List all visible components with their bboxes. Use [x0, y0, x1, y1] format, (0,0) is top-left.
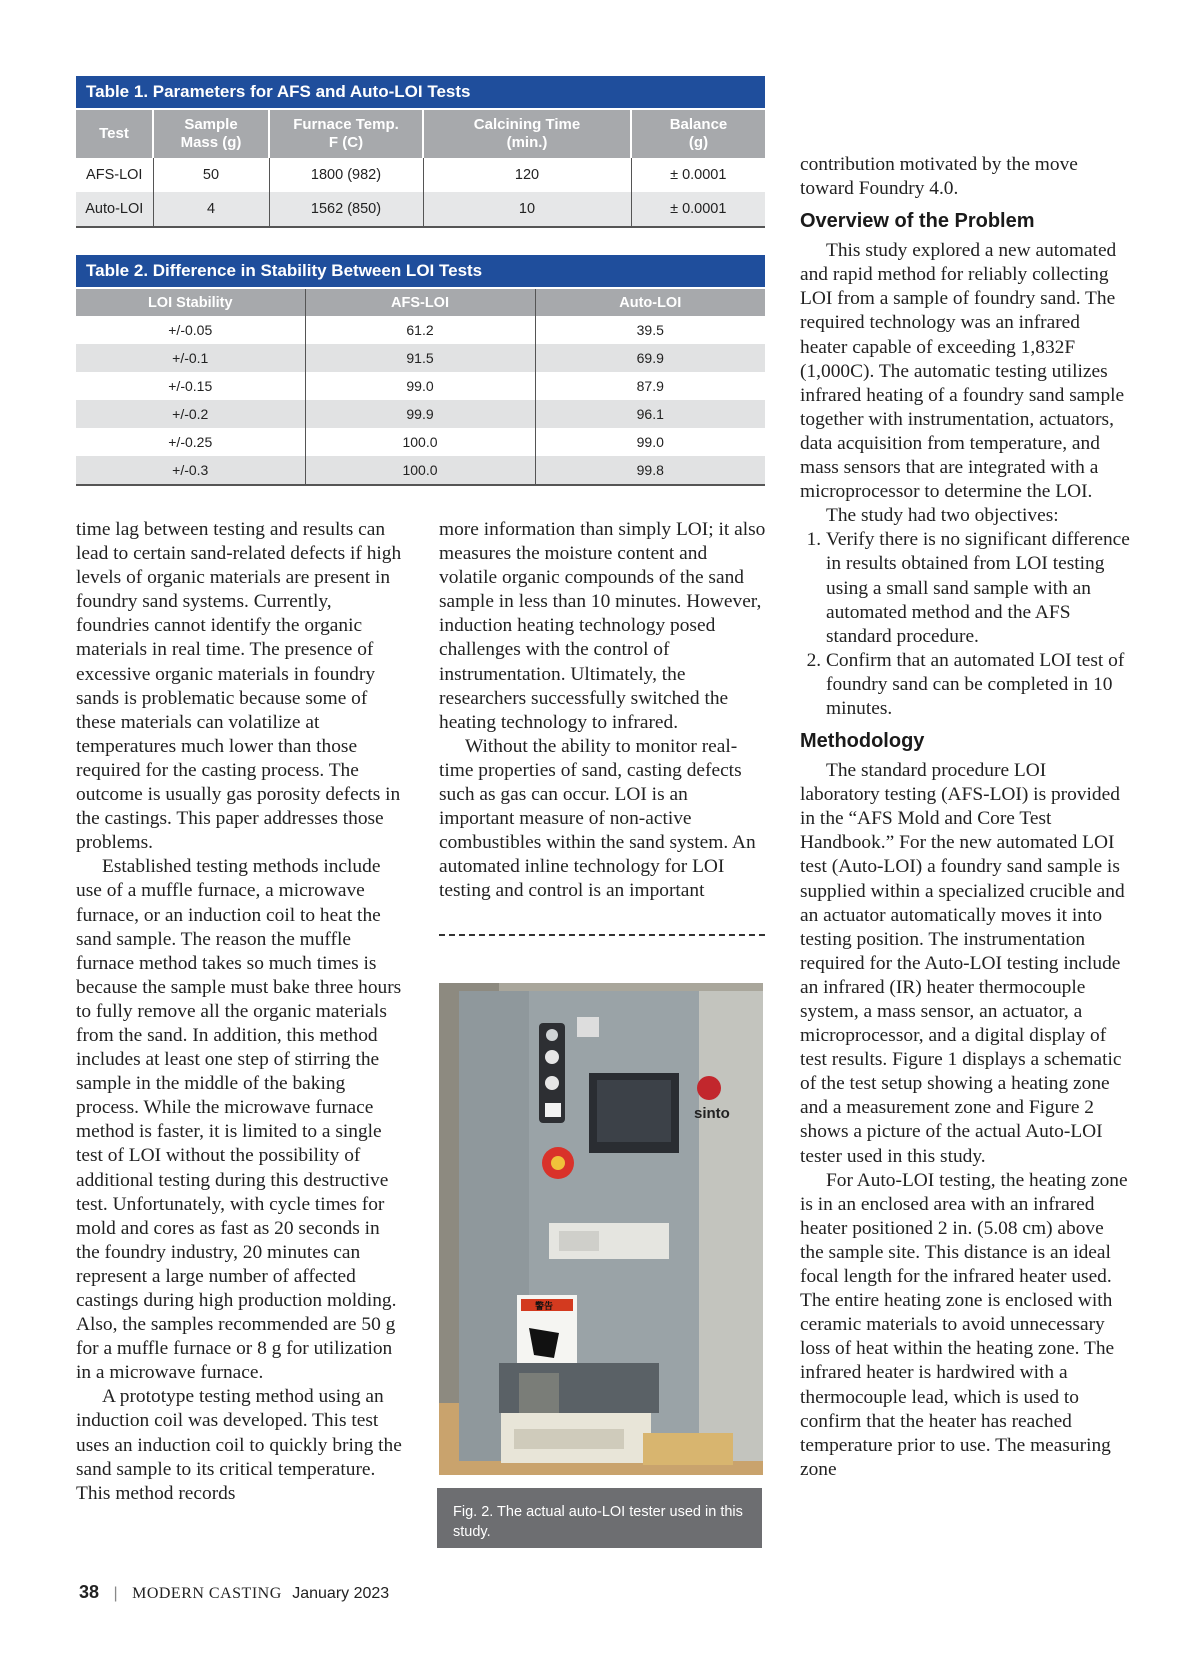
- header-text: Balance (g): [669, 116, 728, 151]
- table-cell: +/-0.15: [76, 372, 305, 400]
- page-footer: [79, 1582, 389, 1603]
- table-cell: 39.5: [636, 322, 664, 338]
- table-1-title: Table 1. Parameters for AFS and Auto-LOI Tests: [76, 76, 765, 110]
- table-cell: 99.8: [535, 456, 765, 485]
- paragraph: Established testing methods include use of a muffle furnace, a microwave furnace, or an induction coil to heat the sand sample. The reason the muffle furnace method takes so much times is because the sample must bake three hours to fully remove all the organic materials from the sand. In addition, this method includes at least one step of stirring the sample in the middle of the baking process. While the microwave furnace method is faster, it is limited to a single test of LOI without the possibility of additional testing during this destructive test. Unfortunately, with cycle times for mold and cores as fast as 20 seconds in the foundry industry, 20 minutes can represent a large number of affected castings during high production molding. Also, the samples recommended are 50 g for a muffle furnace or 8 g for utilization in a microwave furnace.: [76, 856, 402, 1384]
- table-row: [76, 428, 765, 456]
- table-cell: +/-0.05: [76, 316, 305, 344]
- list-item: 2. Confirm that an automated LOI test of foundry sand can be completed in 10 minutes.: [826, 649, 1130, 721]
- table-row: [76, 344, 765, 372]
- paragraph: more information than simply LOI; it also measures the moisture content and volatile organic compounds of the sand sample in less than 10 minutes. However, induction heating technology posed challenges with the control of instrumentation. Ultimately, the researchers successfully switched the heating technology to infrared.: [439, 519, 766, 733]
- table-cell: 91.5: [305, 344, 535, 372]
- warning-label-text: 警告: [535, 1302, 554, 1312]
- paragraph: The standard procedure LOI laboratory testing (AFS-LOI) is provided in the “AFS Mold and Core Test Handbook.” For the new automated LOI test (Auto-LOI) a foundry sand sample is supplied within a specialized crucible and an actuator automatically moves it into testing position. The instrumentation required for the Auto-LOI testing include an infrared (IR) heater thermocouple system, a mass sensor, an actuator, a microprocessor, and a digital display of test results. Figure 1 displays a schematic of the test setup showing a heating zone and a measurement zone and Figure 2 shows a picture of the actual Auto-LOI tester used in this study.: [800, 760, 1125, 1167]
- table-1-header-row: [76, 110, 765, 158]
- table-cell: +/-0.1: [76, 344, 305, 372]
- table-cell: 1562 (850): [269, 192, 423, 227]
- table-cell: 100.0: [305, 456, 535, 485]
- paragraph: time lag between testing and results can lead to certain sand-related defects if high levels of organic materials are present in foundry sand systems. Currently, foundries cannot identify the organic materials in real time. The presence of excessive organic materials in foundry sands is problematic because some of these materials can volatilize at temperatures much lower than those required for the casting process. The outcome is usually gas porosity defects in the castings. This paper addresses those problems.: [76, 519, 402, 854]
- table-2-header: LOI Stability: [76, 289, 305, 316]
- table-cell: Auto-LOI: [76, 192, 153, 227]
- magazine-name: MODERN CASTING: [132, 1585, 282, 1602]
- page-number: 38: [79, 1582, 100, 1602]
- table-1-header: [631, 110, 765, 158]
- objectives-list: [800, 528, 1130, 721]
- table-1: [76, 76, 765, 228]
- table-1-header: [423, 110, 631, 158]
- paragraph: A prototype testing method using an induction coil was developed. This test uses an induction coil to quickly bring the sand sample to its critical temperature. This method records: [76, 1386, 402, 1504]
- header-text: Calcining Time (min.): [473, 116, 581, 151]
- table-cell: 99.9: [305, 400, 535, 428]
- figure-2-caption: Fig. 2. The actual auto-LOI tester used in this study.: [437, 1488, 762, 1548]
- header-text: Sample Mass (g): [180, 116, 242, 151]
- paragraph: This study explored a new automated and rapid method for reliably collecting LOI from a sample of foundry sand. The required technology was an infrared heater capable of exceeding 1,832F (1,000C). The automatic testing utilizes infrared heating of a foundry sand sample together with instrumentation, actuators, data acquisition from temperature, and mass sensors that are integrated with a microprocessor to determine the LOI.: [800, 240, 1125, 503]
- dashed-divider: [439, 934, 765, 936]
- table-cell: 120: [423, 158, 631, 192]
- table-cell: +/-0.25: [76, 428, 305, 456]
- table-row: [76, 192, 765, 227]
- column-2: [439, 518, 767, 904]
- table-cell: 69.9: [535, 344, 765, 372]
- table-cell: 10: [423, 192, 631, 227]
- section-heading: Methodology: [800, 730, 925, 753]
- table-cell: 100.0: [305, 428, 535, 456]
- list-item: 1. Verify there is no significant difference in results obtained from LOI testing using a small sand sample with an automated method and the AFS standard procedure.: [826, 528, 1130, 648]
- footer-separator: |: [113, 1585, 118, 1602]
- table-2-header: AFS-LOI: [305, 289, 535, 316]
- column-1: [76, 518, 406, 1506]
- table-2-header-row: [76, 289, 765, 316]
- section-heading: Overview of the Problem: [800, 210, 1035, 233]
- column-3: [800, 153, 1130, 1482]
- table-row: [76, 158, 765, 192]
- table-row: [76, 316, 765, 344]
- table-row: [76, 372, 765, 400]
- issue-date: January 2023: [292, 1585, 390, 1602]
- table-cell: 50: [153, 158, 269, 192]
- table-cell: 99.0: [636, 434, 664, 450]
- table-1-header: Test: [76, 110, 153, 158]
- paragraph: Without the ability to monitor real-time properties of sand, casting defects such as gas can occur. LOI is an important measure of non-active combustibles within the sand system. An automated inline technology for LOI testing and control is an important: [439, 735, 756, 902]
- table-cell: 96.1: [535, 400, 765, 428]
- header-text: Furnace Temp. F (C): [293, 116, 399, 151]
- table-cell: 61.2: [305, 316, 535, 344]
- paragraph: The study had two objectives:: [826, 505, 1059, 527]
- table-row: [76, 400, 765, 428]
- paragraph: contribution motivated by the move toward Foundry 4.0.: [800, 154, 1078, 200]
- table-2-grid: [76, 289, 765, 486]
- table-cell: ± 0.0001: [631, 192, 765, 227]
- table-1-grid: [76, 110, 765, 228]
- paragraph: For Auto-LOI testing, the heating zone is in an enclosed area with an infrared heater positioned 2 in. (5.08 cm) above the sample site. This distance is an ideal focal length for the infrared heater used. The entire heating zone is enclosed with ceramic materials to avoid unnecessary loss of heat within the heating zone. The infrared heater is hardwired with a thermocouple lead, which is used to confirm that the heater has reached temperature prior to use. The measuring zone: [800, 1169, 1128, 1480]
- table-1-header: [153, 110, 269, 158]
- table-1-header: [269, 110, 423, 158]
- table-2-header: Auto-LOI: [535, 289, 765, 316]
- sinto-logo: sinto: [694, 1105, 730, 1122]
- table-cell: 99.0: [305, 372, 535, 400]
- table-cell: +/-0.2: [76, 400, 305, 428]
- tester-machine-illustration: [439, 983, 763, 1475]
- table-cell: 1800 (982): [269, 158, 423, 192]
- table-2: [76, 255, 765, 486]
- table-cell: ± 0.0001: [670, 167, 727, 183]
- table-cell: 4: [153, 192, 269, 227]
- table-2-title: Table 2. Difference in Stability Between LOI Tests: [76, 255, 765, 289]
- table-cell: +/-0.3: [76, 456, 305, 485]
- table-cell: 87.9: [636, 378, 664, 394]
- table-cell: AFS-LOI: [76, 158, 153, 192]
- figure-2-photo: [439, 983, 763, 1475]
- table-row: [76, 456, 765, 485]
